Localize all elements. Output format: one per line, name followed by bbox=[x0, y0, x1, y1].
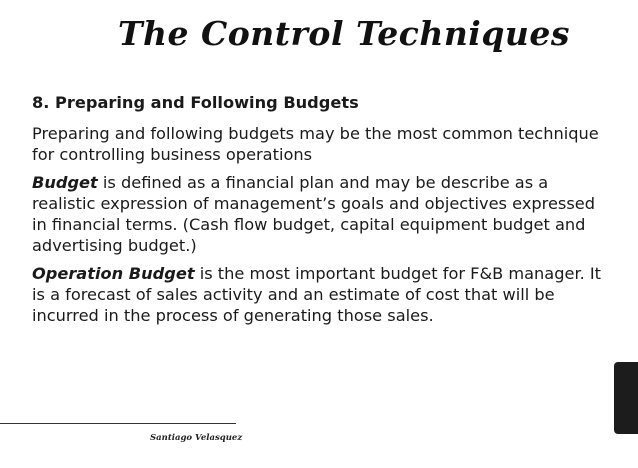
operation-budget-paragraph bbox=[32, 263, 602, 326]
budget-definition: is defined as a financial plan and may be describe as a realistic expression of management’s goals and objectives expressed in financial terms. (Cash flow budget, capital equipment budget and advertising budget.) bbox=[32, 173, 596, 255]
footer-divider bbox=[0, 423, 236, 424]
author-name: Santiago Velasquez bbox=[150, 433, 243, 443]
slide-title: The Control Techniques bbox=[118, 14, 570, 53]
operation-budget-definition: is the most important budget for F&B manager. It is a forecast of sales activity and an estimate of cost that will be incurred in the process of generating those sales. bbox=[32, 264, 602, 325]
budget-term: Budget bbox=[32, 173, 98, 192]
operation-budget-term: Operation Budget bbox=[32, 264, 195, 283]
decorative-corner-shape bbox=[614, 362, 638, 434]
slide-body bbox=[32, 92, 602, 333]
budget-paragraph bbox=[32, 172, 602, 256]
section-heading: 8. Preparing and Following Budgets bbox=[32, 93, 359, 112]
intro-paragraph: Preparing and following budgets may be the most common technique for controlling business operations bbox=[32, 124, 599, 164]
